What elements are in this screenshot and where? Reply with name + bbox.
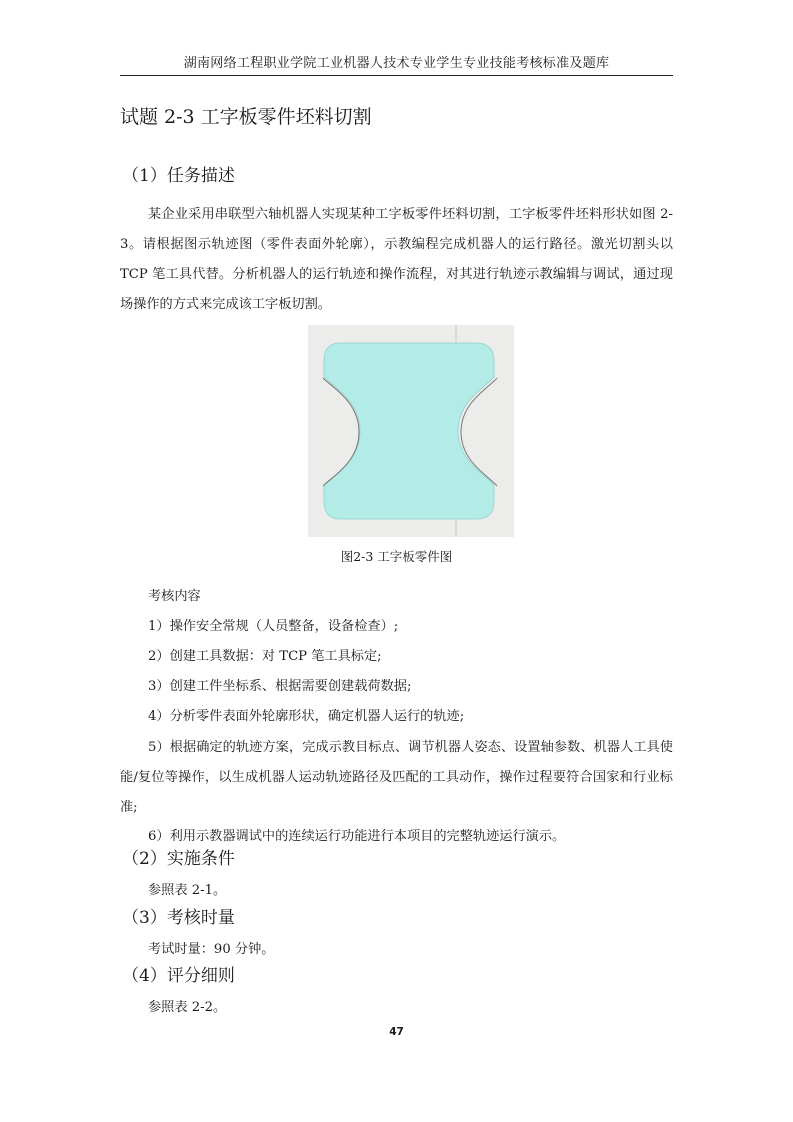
time-text: 考试时量：90 分钟。 xyxy=(148,942,275,957)
header-rule xyxy=(120,75,673,76)
section-heading-conditions: （2）实施条件 xyxy=(122,849,235,869)
assessment-heading: 考核内容 xyxy=(148,589,201,604)
page-number: 47 xyxy=(389,1026,404,1038)
page-title: 试题 2-3 工字板零件坯料切割 xyxy=(120,106,372,128)
section-heading-task: （1）任务描述 xyxy=(122,166,235,186)
section-heading-time: （3）考核时量 xyxy=(122,908,235,928)
assessment-item: 6）利用示教器调试中的连续运行功能进行本项目的完整轨迹运行演示。 xyxy=(148,829,566,844)
header-title: 湖南网络工程职业学院工业机器人技术专业学生专业技能考核标准及题库 xyxy=(183,56,610,71)
task-description: 某企业采用串联型六轴机器人实现某种工字板零件坯料切割，工字板零件坯料形状如图 2-3。请根据图示轨迹图（零件表面外轮廓），示教编程完成机器人的运行路径。激光切割头以 TCP 笔工具代替。分析机器人的运行轨迹和操作流程，对其进行轨迹示教编辑与调试，通过现场操作的方式来完成该工字板切割。 xyxy=(120,207,673,312)
scoring-text: 参照表 2-2。 xyxy=(148,1000,227,1015)
section-heading-scoring: （4）评分细则 xyxy=(122,966,235,986)
part-figure xyxy=(308,325,514,537)
i-beam-part-shape xyxy=(324,343,494,519)
assessment-item: 2）创建工具数据：对 TCP 笔工具标定; xyxy=(148,649,382,664)
conditions-text: 参照表 2-1。 xyxy=(148,883,227,898)
assessment-item: 4）分析零件表面外轮廓形状，确定机器人运行的轨迹; xyxy=(148,709,465,724)
figure-caption: 图2-3 工字板零件图 xyxy=(340,549,453,564)
assessment-item: 5）根据确定的轨迹方案，完成示教目标点、调节机器人姿态、设置轴参数、机器人工具使能/复位等操作，以生成机器人运动轨迹路径及匹配的工具动作，操作过程要符合国家和行业标准; xyxy=(120,740,673,815)
i-beam-part-drawing xyxy=(308,325,514,537)
assessment-item: 1）操作安全常规（人员整备，设备检查）; xyxy=(148,619,399,634)
assessment-item: 3）创建工件坐标系、根据需要创建载荷数据; xyxy=(148,679,412,694)
